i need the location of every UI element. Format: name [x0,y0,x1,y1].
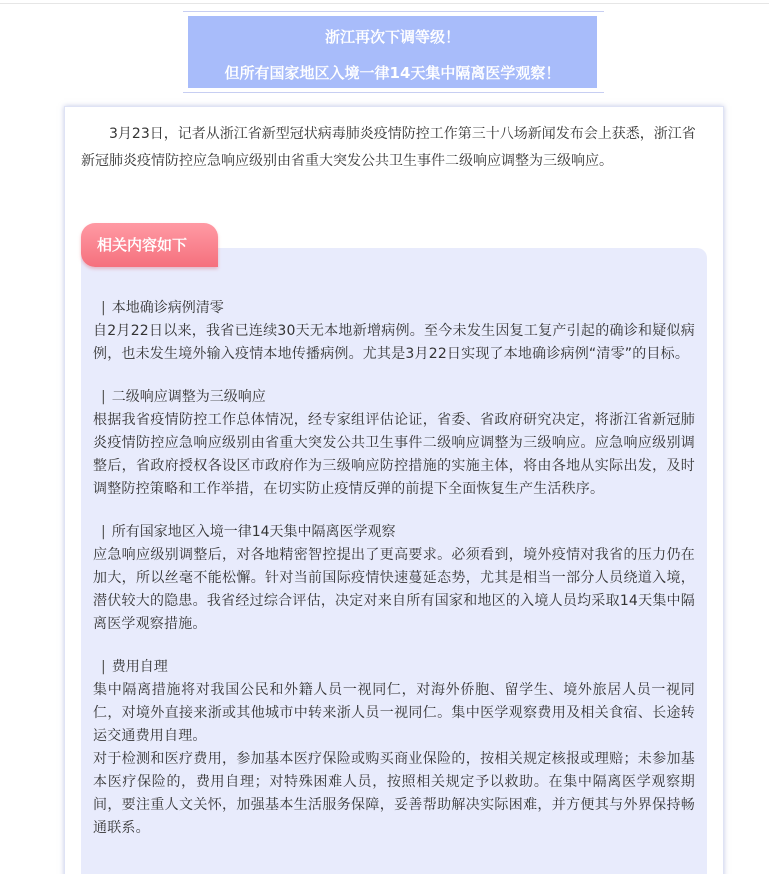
section-title-text: 二级响应调整为三级响应 [111,389,266,405]
title-bar-icon: | [101,300,106,316]
headline-line-1: 浙江再次下调等级！ [324,28,460,46]
section-paragraph: 自2月22日以来，我省已连续30天无本地新增病例。至今未发生因复工复产引起的确诊和疑似病例，也未发生境外输入疫情本地传播病例。尤其是3月22日实现了本地确诊病例“清零”的目标。 [93,323,695,362]
section-title [93,656,695,679]
section-title [93,521,695,544]
headline-banner [188,16,597,88]
intro-paragraph: 3月23日，记者从浙江省新型冠状病毒肺炎疫情防控工作第三十八场新闻发布会上获悉，浙江省新冠肺炎疫情防控应急响应级别由省重大突发公共卫生事件二级响应调整为三级响应。 [81,126,696,169]
section-title-text: 本地确诊病例清零 [111,300,224,316]
section-paragraph: 集中隔离措施将对我国公民和外籍人员一视同仁，对海外侨胞、留学生、境外旅居人员一视同仁，对境外直接来浙或其他城市中转来浙人员一视同仁。集中医学观察费用及相关食宿、长途转运交通费用自理。 [93,682,695,744]
section-paragraph: 应急响应级别调整后，对各地精密智控提出了更高要求。必须看到，境外疫情对我省的压力仍在加大，所以丝毫不能松懈。针对当前国际疫情快速蔓延态势，尤其是相当一部分人员绕道入境，潜伏较大的隐患。我省经过综合评估，决定对来自所有国家和地区的入境人员均采取14天集中隔离医学观察措施。 [93,547,695,632]
section-title [93,297,695,320]
section-title-text: 费用自理 [111,659,168,675]
headline-banner-frame [183,11,604,93]
headline-line-2: 但所有国家地区入境一律14天集中隔离医学观察！ [224,64,561,82]
article-card [64,106,724,874]
section-paragraph: 根据我省疫情防控工作总体情况，经专家组评估论证，省委、省政府研究决定，将浙江省新冠肺炎疫情防控应急响应级别由省重大突发公共卫生事件二级响应调整为三级响应。应急响应级别调整后，省政府授权各设区市政府作为三级响应防控措施的实施主体，将由各地从实际出发，及时调整防控策略和工作举措，在切实防止疫情反弹的前提下全面恢复生产生活秩序。 [93,412,695,497]
section-item [93,521,695,636]
title-bar-icon: | [101,389,106,405]
section-item [93,656,695,840]
sections-list [93,297,695,860]
section-item [93,297,695,366]
section-item [93,386,695,501]
section-title [93,386,695,409]
top-divider [0,3,769,4]
title-bar-icon: | [101,524,106,540]
section-tag: 相关内容如下 [81,223,218,267]
section-paragraph: 对于检测和医疗费用，参加基本医疗保险或购买商业保险的，按相关规定核报或理赔；未参加基本医疗保险的，费用自理；对特殊困难人员，按照相关规定予以救助。在集中隔离医学观察期间，要注重人文关怀，加强基本生活服务保障，妥善帮助解决实际困难，并方便其与外界保持畅通联系。 [93,751,695,836]
section-title-text: 所有国家地区入境一律14天集中隔离医学观察 [111,524,396,540]
title-bar-icon: | [101,659,106,675]
